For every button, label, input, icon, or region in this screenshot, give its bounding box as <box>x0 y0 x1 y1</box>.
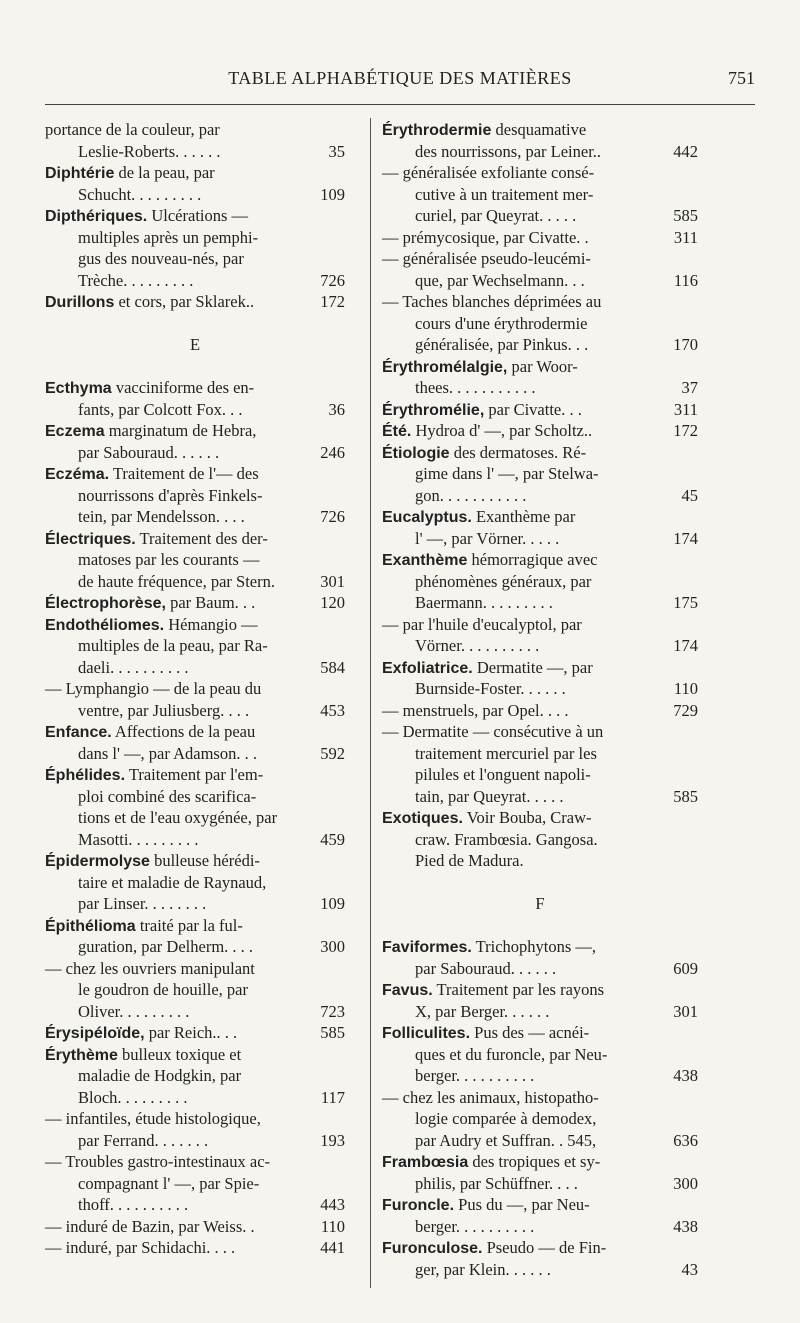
entry-text: daeli. . . . . . . . . . <box>78 657 189 677</box>
column-divider <box>370 118 371 1288</box>
entry-text: des tropiques et sy- <box>468 1152 601 1171</box>
entry-text: berger. . . . . . . . . . <box>415 1216 535 1236</box>
entry-text: — infantiles, étude histologique, <box>45 1109 261 1128</box>
index-entry <box>45 1151 345 1216</box>
entry-text: nourrissons d'après Finkels- <box>78 485 263 505</box>
page-ref: 109 <box>320 894 345 913</box>
entry-text: Schucht. . . . . . . . . <box>78 184 202 204</box>
page-ref: 172 <box>673 421 698 440</box>
index-entry <box>45 1237 345 1259</box>
left-column <box>45 119 345 1259</box>
entry-text: philis, par Schüffner. . . . <box>415 1173 578 1193</box>
index-entry <box>45 721 345 764</box>
index-entry <box>45 1108 345 1151</box>
entry-text: Exanthème par <box>471 507 576 526</box>
page-ref: 110 <box>320 1216 345 1236</box>
entry-text: ques et du furoncle, par Neu- <box>415 1044 608 1064</box>
index-entry <box>382 1237 698 1280</box>
page-ref: 246 <box>320 442 345 462</box>
entry-text: par Sabouraud. . . . . . <box>415 958 557 978</box>
entry-text: tein, par Mendelsson. . . . <box>78 507 245 526</box>
page-ref: 438 <box>673 1066 698 1085</box>
entry-text: que, par Wechselmann. . . <box>415 270 585 290</box>
entry-text: Affections de la peau <box>111 722 256 741</box>
entry-text: — Dermatite — consécutive à un <box>382 722 604 741</box>
entry-text: taire et maladie de Raynaud, <box>78 872 267 892</box>
entry-heading: Durillons <box>45 294 115 311</box>
entry-text: généralisée, par Pinkus. . . <box>415 335 589 354</box>
entry-text: par Audry et Suffran. . 545, <box>415 1130 597 1150</box>
entry-heading: Enfance. <box>45 724 112 741</box>
page-ref: 300 <box>673 1173 698 1193</box>
entry-text: Pied de Madura. <box>415 851 524 870</box>
page-ref: 170 <box>673 335 698 354</box>
entry-text: des nourrissons, par Leiner.. <box>415 141 602 161</box>
entry-text: Traitement des der- <box>135 528 268 548</box>
entry-text: ger, par Klein. . . . . . <box>415 1259 551 1279</box>
page-ref: 300 <box>320 937 345 956</box>
entry-text: — par l'huile d'eucalyptol, par <box>382 614 582 634</box>
page-number: 751 <box>728 68 755 88</box>
entry-heading: Dipthériques. <box>45 208 148 225</box>
entry-heading: Érythème <box>45 1046 118 1064</box>
entry-text: guration, par Delherm. . . . <box>78 937 254 956</box>
entry-heading: Favus. <box>382 982 433 999</box>
entry-text: berger. . . . . . . . . . <box>415 1066 535 1085</box>
index-entry <box>382 1022 698 1087</box>
page-ref: 442 <box>673 141 698 161</box>
page-ref: 110 <box>673 679 698 698</box>
entry-text: Pseudo — de Fin- <box>482 1238 607 1257</box>
entry-text: — Lymphangio — de la peau du <box>45 679 262 698</box>
entry-text: Hémangio — <box>164 614 258 634</box>
page-ref: 175 <box>673 593 698 612</box>
entry-heading: Folliculites. <box>382 1025 471 1042</box>
entry-text: par Baum. . . <box>165 593 256 612</box>
page-ref: 609 <box>673 958 698 978</box>
entry-text: vacciniforme des en- <box>111 378 255 397</box>
entry-text: curiel, par Queyrat. . . . . <box>415 206 577 225</box>
index-entry <box>45 291 345 313</box>
page-ref: 723 <box>320 1001 345 1021</box>
page-ref: 117 <box>320 1087 345 1107</box>
index-entry <box>45 420 345 463</box>
page-ref: 311 <box>673 227 698 247</box>
index-entry <box>382 227 698 249</box>
entry-text: bulleux toxique et <box>117 1044 242 1064</box>
page-ref: 585 <box>673 786 698 806</box>
entry-heading: Furoncle. <box>382 1197 455 1214</box>
page-ref: 36 <box>328 399 345 419</box>
page-ref: 35 <box>328 141 345 161</box>
entry-heading: Faviformes. <box>382 939 472 956</box>
entry-heading: Exanthème <box>382 552 468 569</box>
index-entry <box>45 915 345 958</box>
entry-text: — chez les animaux, histopatho- <box>382 1087 599 1107</box>
entry-text: gon. . . . . . . . . . . <box>415 485 527 505</box>
page-ref: 453 <box>320 700 345 720</box>
entry-heading: Frambœsia <box>382 1154 469 1171</box>
running-title: TABLE ALPHABÉTIQUE DES MATIÈRES <box>228 68 572 88</box>
page-ref: 585 <box>673 206 698 225</box>
index-entry <box>382 657 698 700</box>
entry-text: gime dans l' —, par Stelwa- <box>415 464 599 483</box>
page-ref: 301 <box>673 1001 698 1021</box>
entry-text: Leslie-Roberts. . . . . . <box>78 141 221 161</box>
index-entry <box>382 721 698 807</box>
entry-text: ploi combiné des scarifica- <box>78 786 257 806</box>
entry-text: ventre, par Juliusberg. . . . <box>78 700 250 720</box>
entry-text: — généralisée pseudo-leucémi- <box>382 249 591 268</box>
index-entry <box>382 1087 698 1152</box>
index-entry <box>382 506 698 549</box>
page-ref: 45 <box>681 485 698 505</box>
entry-text: — Taches blanches déprimées au <box>382 292 602 311</box>
index-entry <box>45 764 345 850</box>
entry-text: portance de la couleur, par <box>45 120 220 139</box>
entry-text: par Reich.. . . <box>144 1023 238 1042</box>
index-entry <box>45 528 345 593</box>
entry-text: l' —, par Vörner. . . . . <box>415 528 560 548</box>
entry-text: Burnside-Foster. . . . . . <box>415 679 566 698</box>
index-entry <box>45 592 345 614</box>
entry-text: — induré, par Schidachi. . . . <box>45 1238 236 1257</box>
entry-text: — Troubles gastro-intestinaux ac- <box>45 1152 271 1171</box>
page-ref: 459 <box>320 829 345 849</box>
index-entry <box>382 614 698 657</box>
index-entry <box>45 850 345 915</box>
entry-text: par Sabouraud. . . . . . <box>78 442 220 462</box>
entry-text: Pus des — acnéi- <box>470 1023 590 1042</box>
entry-text: marginatum de Hebra, <box>104 421 257 440</box>
index-entry <box>382 1194 698 1237</box>
entry-text: — prémycosique, par Civatte. . <box>382 227 589 247</box>
entry-text: par Woor- <box>507 356 578 376</box>
entry-heading: Eczéma. <box>45 466 110 483</box>
index-entry <box>45 377 345 420</box>
page-ref: 174 <box>673 528 698 548</box>
page-ref: 438 <box>673 1216 698 1236</box>
page-ref: 592 <box>320 743 345 763</box>
entry-text: phénomènes généraux, par <box>415 571 592 591</box>
entry-heading: Érythrodermie <box>382 122 492 139</box>
page-ref: 729 <box>673 700 698 720</box>
page-ref: 311 <box>673 399 698 419</box>
entry-text: craw. Frambœsia. Gangosa. <box>415 829 598 849</box>
section-letter: E <box>189 335 201 354</box>
index-entry <box>382 291 698 356</box>
entry-text: Dermatite —, par <box>472 657 593 677</box>
page-ref: 301 <box>320 571 345 591</box>
index-entry <box>382 1151 698 1194</box>
index-entry <box>382 936 698 979</box>
page-ref: 120 <box>320 593 345 612</box>
entry-text: Masotti. . . . . . . . . <box>78 829 199 849</box>
right-column <box>382 119 698 1280</box>
entry-text: logie comparée à demodex, <box>415 1109 597 1128</box>
entry-text: X, par Berger. . . . . . <box>415 1001 550 1021</box>
entry-text: dans l' —, par Adamson. . . <box>78 743 257 763</box>
entry-text: tions et de l'eau oxygénée, par <box>78 808 278 827</box>
entry-heading: Eucalyptus. <box>382 509 472 526</box>
entry-heading: Érysipéloïde, <box>45 1025 145 1042</box>
entry-text: bulleuse hérédi- <box>149 851 260 870</box>
entry-heading: Diphtérie <box>45 165 115 182</box>
entry-heading: Endothéliomes. <box>45 616 165 634</box>
page-ref: 441 <box>320 1238 345 1257</box>
entry-text: — menstruels, par Opel. . . . <box>382 700 569 720</box>
header-rule <box>45 104 755 105</box>
index-entry <box>45 678 345 721</box>
entry-text: Baermann. . . . . . . . . <box>415 593 553 612</box>
entry-text: par Civatte. . . <box>484 399 582 419</box>
entry-text: desquamative <box>491 120 587 139</box>
entry-text: tain, par Queyrat. . . . . <box>415 786 564 806</box>
entry-text: Vörner. . . . . . . . . . <box>415 636 540 655</box>
entry-text: de haute fréquence, par Stern. <box>78 571 275 591</box>
entry-text: Traitement par l'em- <box>125 765 264 784</box>
entry-text: Trèche. . . . . . . . . <box>78 270 194 290</box>
entry-text: — induré de Bazin, par Weiss. . <box>45 1216 255 1236</box>
page-header <box>45 68 755 98</box>
entry-heading: Épithélioma <box>45 917 136 935</box>
index-entry <box>382 248 698 291</box>
index-entry <box>45 119 345 162</box>
entry-heading: Exotiques. <box>382 810 463 827</box>
page-ref: 193 <box>320 1130 345 1150</box>
entry-text: maladie de Hodgkin, par <box>78 1066 242 1085</box>
entry-text: par Ferrand. . . . . . . <box>78 1130 209 1150</box>
entry-text: de la peau, par <box>114 163 215 182</box>
entry-text: Traitement de l'— des <box>109 464 259 483</box>
index-entry <box>382 399 698 421</box>
entry-heading: Eczema <box>45 423 105 440</box>
index-entry <box>45 958 345 1023</box>
entry-text: fants, par Colcott Fox. . . <box>78 399 243 419</box>
index-entry <box>382 162 698 227</box>
entry-text: des dermatoses. Ré- <box>449 442 587 462</box>
entry-heading: Érythromélalgie, <box>382 358 508 376</box>
page-ref: 116 <box>673 270 698 290</box>
page-ref: 37 <box>681 378 698 397</box>
entry-text: — généralisée exfoliante consé- <box>382 163 595 182</box>
entry-text: Hydroa d' —, par Scholtz.. <box>411 421 593 440</box>
index-entry <box>382 442 698 507</box>
page-ref: 585 <box>320 1023 345 1042</box>
entry-heading: Électriques. <box>45 530 136 548</box>
index-entry <box>45 1022 345 1044</box>
page-ref: 172 <box>320 292 345 311</box>
page-ref: 726 <box>320 270 345 290</box>
page-ref: 726 <box>320 507 345 526</box>
index-entry <box>382 549 698 614</box>
entry-text: Trichophytons —, <box>471 937 597 956</box>
entry-text: Oliver. . . . . . . . . <box>78 1001 190 1021</box>
entry-heading: Été. <box>382 423 412 440</box>
entry-text: multiples après un pemphi- <box>78 227 259 247</box>
page-ref: 174 <box>673 636 698 655</box>
entry-text: thoff. . . . . . . . . . <box>78 1195 189 1214</box>
index-entry <box>382 356 698 399</box>
page-ref: 636 <box>673 1130 698 1150</box>
entry-text: thees. . . . . . . . . . . <box>415 378 536 397</box>
entry-heading: Électrophorèse, <box>45 595 166 612</box>
entry-heading: Furonculose. <box>382 1240 483 1257</box>
entry-heading: Ecthyma <box>45 380 112 397</box>
entry-text: cutive à un traitement mer- <box>415 184 594 204</box>
index-entry <box>45 463 345 528</box>
page-ref: 109 <box>320 184 345 204</box>
entry-text: le goudron de houille, par <box>78 980 248 999</box>
page-ref: 584 <box>320 657 345 677</box>
entry-heading: Épidermolyse <box>45 853 150 870</box>
index-entry <box>382 420 698 442</box>
entry-text: traitement mercuriel par les <box>415 743 597 763</box>
entry-text: matoses par les courants — <box>78 550 260 569</box>
entry-text: multiples de la peau, par Ra- <box>78 636 268 655</box>
entry-text: compagnant l' —, par Spie- <box>78 1173 260 1193</box>
entry-heading: Étiologie <box>382 444 450 462</box>
index-entry <box>45 162 345 205</box>
page-ref: 443 <box>320 1195 345 1214</box>
entry-text: par Linser. . . . . . . . <box>78 894 207 913</box>
index-entry <box>382 119 698 162</box>
index-entry <box>45 205 345 291</box>
entry-heading: Érythromélie, <box>382 401 485 419</box>
index-entry <box>382 807 698 872</box>
entry-text: hémorragique avec <box>467 550 598 569</box>
entry-text: Bloch. . . . . . . . . <box>78 1087 188 1107</box>
entry-text: traité par la ful- <box>135 915 243 935</box>
page-ref: 43 <box>681 1259 698 1279</box>
index-entry <box>382 979 698 1022</box>
index-entry <box>382 700 698 722</box>
index-entry <box>45 614 345 679</box>
entry-heading: Exfoliatrice. <box>382 659 473 677</box>
section-letter: F <box>535 894 545 913</box>
entry-text: gus des nouveau-nés, par <box>78 249 244 268</box>
entry-heading: Éphélides. <box>45 767 126 784</box>
index-entry <box>45 1216 345 1238</box>
index-entry <box>45 1044 345 1109</box>
entry-text: cours d'une érythrodermie <box>415 313 588 333</box>
entry-text: pilules et l'onguent napoli- <box>415 765 591 784</box>
entry-text: Voir Bouba, Craw- <box>462 808 592 827</box>
entry-text: Traitement par les rayons <box>432 980 605 999</box>
entry-text: Ulcérations — <box>147 206 249 225</box>
entry-text: — chez les ouvriers manipulant <box>45 958 255 978</box>
entry-text: Pus du —, par Neu- <box>454 1195 590 1214</box>
entry-text: et cors, par Sklarek.. <box>114 292 255 311</box>
